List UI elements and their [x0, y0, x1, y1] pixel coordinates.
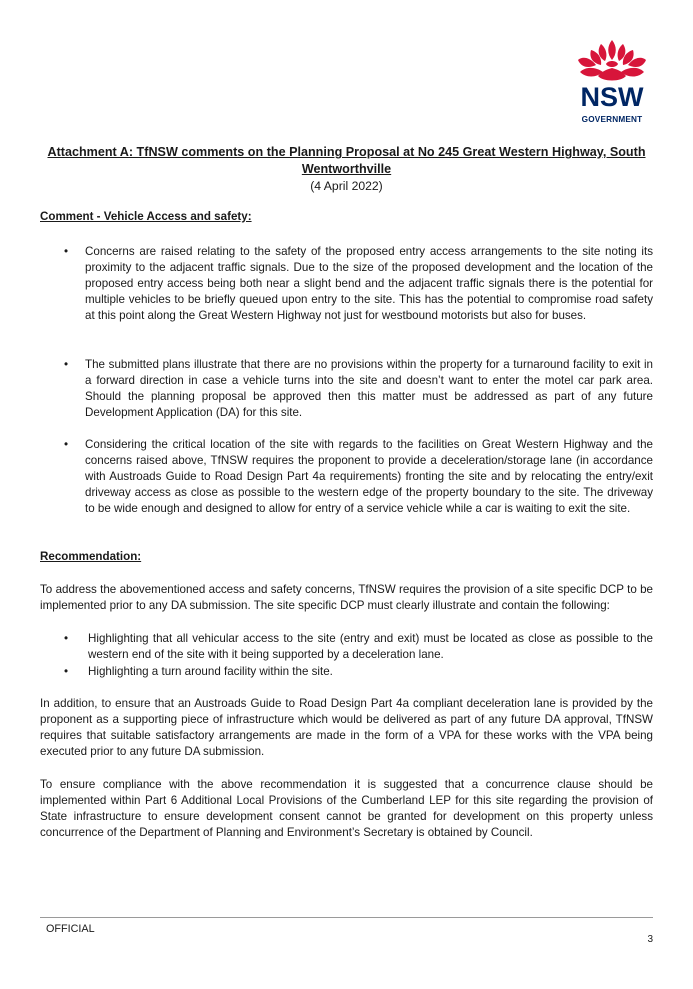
bullet-icon: •	[64, 438, 69, 451]
bullet-text-entry-access: Concerns are raised relating to the safety of the proposed entry access arrangements to the site noting its proximity to the adjacent traffic signals. Due to the size of the proposed development and the location of the proposed entry access being both near a slight bend and the adjacent traffic signals there is the potential for multiple vehicles to be briefly queued upon entry to the site. This has the potential to compromise road safety at this point along the Great Western Highway not just for westbound motorists but also for buses.	[85, 245, 653, 323]
paragraph-vpa: In addition, to ensure that an Austroads Guide to Road Design Part 4a compliant deceleration lane is provided by the proponent as a supporting piece of infrastructure which would be delivered as part of any future DA approval, TfNSW requires that suitable satisfactory arrangements are made in the form of a VPA for these works with the VPA being executed prior to any future DA submission.	[40, 697, 653, 759]
section-heading-recommendation: Recommendation:	[40, 550, 142, 563]
bullet-text-deceleration-lane: Considering the critical location of the site with regards to the facilities on Great Western Highway and the concerns raised above, TfNSW requires the proponent to provide a deceleration/storage lane (in accordance with Austroads Guide to Road Design Part 4a requirements) fronting the site and by relocating the entry/exit driveway access as close as possible to the western edge of the property boundary to the site. The driveway to be wide enough and designed to allow for entry of a service vehicle while a car is waiting to exit the site.	[85, 438, 653, 516]
recommendation-intro: To address the abovementioned access and safety concerns, TfNSW requires the provision of a site specific DCP to be implemented prior to any DA submission. The site specific DCP must clearly illustrate and contain the following:	[40, 583, 653, 613]
document-title	[40, 144, 653, 178]
logo-wordmark: NSW	[580, 82, 644, 112]
waratah-icon	[570, 38, 654, 86]
section-heading-vehicle-access: Comment - Vehicle Access and safety:	[40, 210, 252, 223]
title-line-1: Attachment A: TfNSW comments on the Planning Proposal at No 245 Great Western Highway, South	[47, 145, 646, 159]
recommendation-bullet-turnaround: Highlighting a turn around facility within the site.	[88, 665, 333, 678]
bullet-text-turnaround: The submitted plans illustrate that there are no provisions within the property for a turnaround facility to exit in a forward direction in case a vehicle turns into the site and doesn’t want to enter the motel car park area. Should the planning proposal be approved then this matter must be addressed as part of any future Development Application (DA) for this site.	[85, 358, 653, 420]
bullet-icon: •	[64, 632, 69, 645]
page-number: 3	[647, 934, 653, 945]
bullet-icon: •	[64, 665, 69, 678]
nsw-government-logo	[570, 38, 654, 130]
recommendation-bullet-access: Highlighting that all vehicular access to the site (entry and exit) must be located as close as possible to the western end of the site with it being supported by a deceleration lane.	[88, 632, 653, 662]
paragraph-concurrence: To ensure compliance with the above recommendation it is suggested that a concurrence clause should be implemented within Part 6 Additional Local Provisions of the Cumberland LEP for this site regarding the provision of State infrastructure to ensure development consent cannot be granted for development on this property unless concurrence of the Department of Planning and Environment’s Secretary is obtained by Council.	[40, 778, 653, 840]
footer-divider	[40, 917, 653, 918]
logo-subtitle: GOVERNMENT	[581, 115, 643, 124]
bullet-icon: •	[64, 358, 69, 371]
document-date: (4 April 2022)	[310, 179, 383, 193]
footer-classification: OFFICIAL	[46, 923, 95, 935]
bullet-icon: •	[64, 245, 69, 258]
title-line-2: Wentworthville	[301, 162, 392, 176]
